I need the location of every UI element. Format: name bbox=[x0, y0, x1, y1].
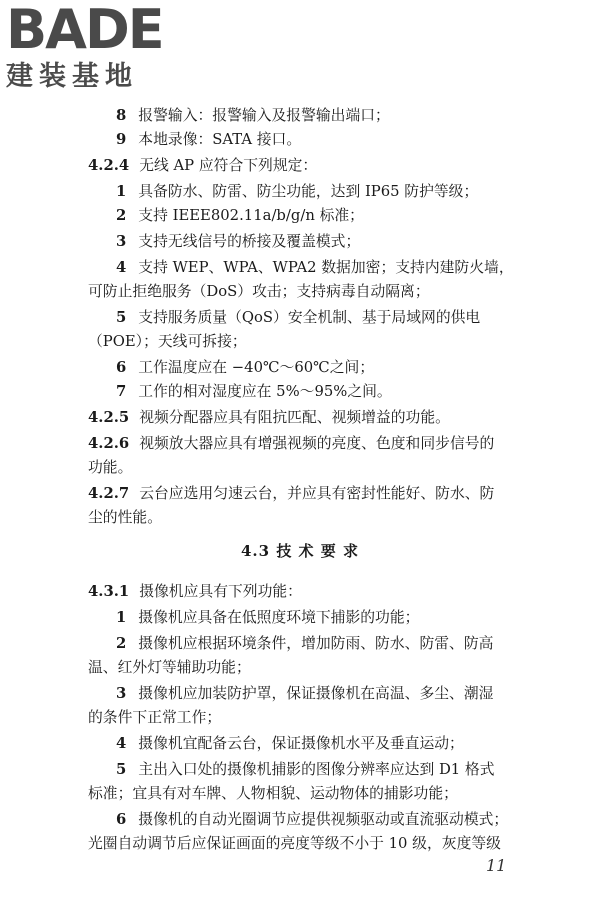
item-number: 2 bbox=[116, 207, 127, 224]
line-text: 摄像机的自动光圈调节应提供视频驱动或直流驱动模式； bbox=[138, 811, 509, 828]
item-number: 1 bbox=[116, 183, 127, 200]
text-line bbox=[88, 434, 566, 454]
line-text: 主出入口处的摄像机捕影的图像分辨率应达到 D1 格式 bbox=[138, 761, 495, 778]
text-line bbox=[116, 182, 594, 202]
clause-number: 4.2.4 bbox=[88, 157, 130, 174]
line-text: 可防止拒绝服务（DoS）攻击；支持病毒自动隔离； bbox=[88, 283, 430, 300]
line-text: （POE）；天线可拆接； bbox=[88, 333, 247, 350]
clause-number: 4.2.6 bbox=[88, 435, 130, 452]
item-number: 5 bbox=[116, 761, 127, 778]
text-line bbox=[88, 282, 566, 302]
line-text: 摄像机应根据环境条件，增加防雨、防水、防雷、防高 bbox=[138, 635, 494, 652]
text-line bbox=[116, 760, 594, 780]
bade-logo bbox=[6, 2, 186, 100]
line-text: 本地录像：SATA 接口。 bbox=[138, 131, 302, 148]
text-line bbox=[116, 232, 594, 252]
text-line bbox=[88, 708, 566, 728]
line-text: 视频放大器应具有增强视频的亮度、色度和同步信号的 bbox=[139, 435, 495, 452]
line-text: 功能。 bbox=[88, 459, 133, 476]
text-line bbox=[116, 308, 594, 328]
text-line bbox=[88, 332, 566, 352]
line-text: 温、红外灯等辅助功能； bbox=[88, 659, 251, 676]
clause-number: 4.3.1 bbox=[88, 583, 130, 600]
text-line bbox=[116, 734, 594, 754]
item-number: 2 bbox=[116, 635, 127, 652]
line-text: 支持服务质量（QoS）安全机制、基于局域网的供电 bbox=[138, 309, 481, 326]
text-line bbox=[116, 634, 594, 654]
line-text: 摄像机宜配备云台，保证摄像机水平及垂直运动； bbox=[138, 735, 464, 752]
text-line bbox=[116, 810, 594, 830]
text-line bbox=[88, 834, 566, 854]
item-number: 1 bbox=[116, 609, 127, 626]
line-text: 摄像机应具有下列功能： bbox=[139, 583, 302, 600]
line-text: 报警输入：报警输入及报警输出端口； bbox=[138, 107, 390, 124]
item-number: 3 bbox=[116, 685, 127, 702]
text-line bbox=[116, 206, 594, 226]
text-line bbox=[88, 784, 566, 804]
clause-number: 4.2.5 bbox=[88, 409, 130, 426]
line-text: 无线 AP 应符合下列规定： bbox=[139, 157, 318, 174]
item-number: 6 bbox=[116, 811, 127, 828]
line-text: 光圈自动调节后应保证画面的亮度等级不小于 10 级，灰度等级 bbox=[88, 835, 501, 852]
text-line bbox=[116, 608, 594, 628]
page-number: 11 bbox=[486, 856, 507, 875]
item-number: 7 bbox=[116, 383, 127, 400]
line-text: 云台应选用匀速云台，并应具有密封性能好、防水、防 bbox=[139, 485, 495, 502]
item-number: 6 bbox=[116, 359, 127, 376]
text-line bbox=[88, 658, 566, 678]
line-text: 视频分配器应具有阻抗匹配、视频增益的功能。 bbox=[139, 409, 450, 426]
line-text: 的条件下正常工作； bbox=[88, 709, 222, 726]
clause-number: 4.2.7 bbox=[88, 485, 130, 502]
line-text: 摄像机应具备在低照度环境下捕影的功能； bbox=[138, 609, 420, 626]
text-line bbox=[88, 408, 566, 428]
line-text: 摄像机应加装防护罩，保证摄像机在高温、多尘、潮湿 bbox=[138, 685, 494, 702]
line-text: 标准；宜具有对车牌、人物相貌、运动物体的捕影功能； bbox=[88, 785, 458, 802]
text-line bbox=[88, 156, 566, 176]
line-text: 工作温度应在 −40℃～60℃之间； bbox=[138, 359, 375, 376]
text-line bbox=[88, 582, 566, 602]
logo-subtitle: 建装基地 bbox=[6, 61, 138, 92]
line-text: 具备防水、防雷、防尘功能，达到 IP65 防护等级； bbox=[138, 183, 479, 200]
section-heading: 4.3 技 术 要 求 bbox=[241, 542, 359, 560]
text-line bbox=[116, 258, 594, 278]
logo-wordmark: BADE bbox=[6, 0, 163, 61]
text-line bbox=[88, 484, 566, 504]
item-number: 3 bbox=[116, 233, 127, 250]
text-line bbox=[116, 130, 594, 150]
line-text: 支持 WEP、WPA、WPA2 数据加密；支持内建防火墙， bbox=[138, 259, 514, 276]
item-number: 5 bbox=[116, 309, 127, 326]
text-line bbox=[116, 106, 594, 126]
text-line bbox=[116, 382, 594, 402]
line-text: 支持 IEEE802.11a/b/g/n 标准； bbox=[138, 207, 364, 224]
item-number: 4 bbox=[116, 735, 127, 752]
text-line bbox=[88, 508, 566, 528]
line-text: 支持无线信号的桥接及覆盖模式； bbox=[138, 233, 361, 250]
line-text: 尘的性能。 bbox=[88, 509, 162, 526]
text-line bbox=[116, 684, 594, 704]
text-line bbox=[88, 458, 566, 478]
item-number: 9 bbox=[116, 131, 127, 148]
line-text: 工作的相对湿度应在 5%～95%之间。 bbox=[138, 383, 392, 400]
item-number: 8 bbox=[116, 107, 127, 124]
text-line bbox=[116, 358, 594, 378]
item-number: 4 bbox=[116, 259, 127, 276]
